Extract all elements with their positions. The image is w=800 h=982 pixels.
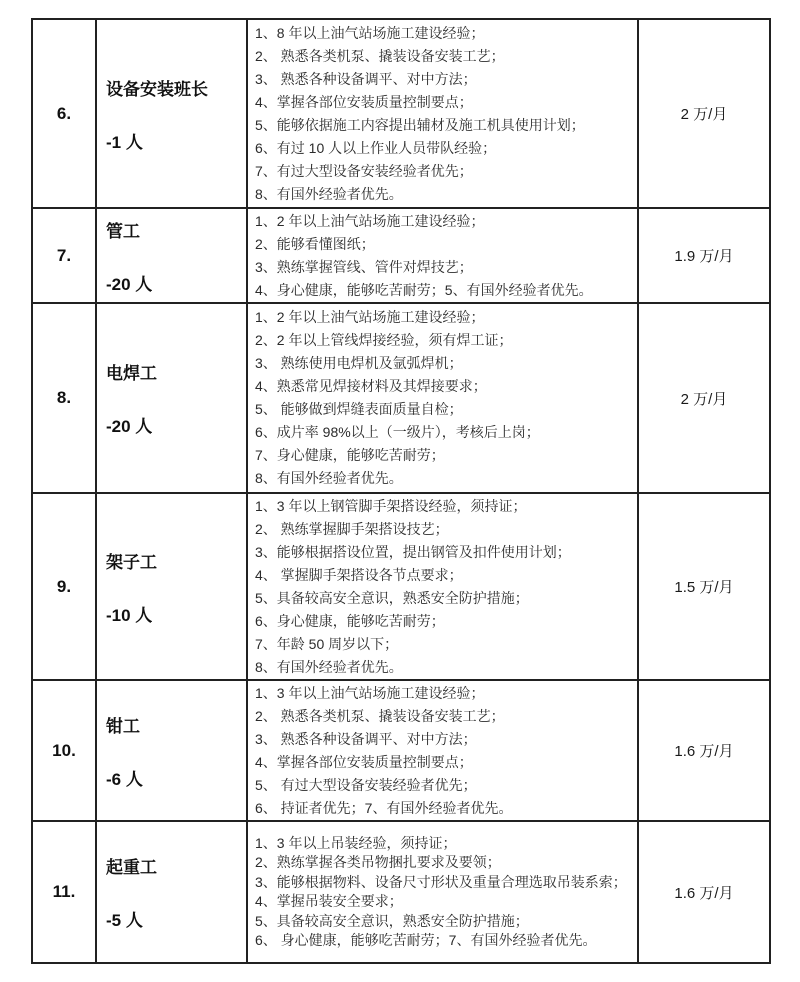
requirement-line: 4、掌握各部位安装质量控制要点； — [255, 753, 473, 770]
job-title: 电焊工 — [106, 364, 157, 383]
requirement-line: 3、 熟练使用电焊机及氩弧焊机； — [255, 355, 463, 371]
job-headcount: -20 人 — [106, 274, 153, 294]
row-number: 11. — [52, 882, 76, 901]
table-row — [32, 821, 770, 963]
requirements-cell — [247, 680, 638, 821]
requirement-line: 3、能够根据搭设位置，提出钢管及扣件使用计划； — [255, 543, 571, 560]
salary-cell — [638, 493, 770, 680]
table-row — [32, 303, 770, 493]
job-title: 架子工 — [106, 552, 157, 572]
job-title-cell — [96, 208, 247, 303]
salary-cell — [638, 19, 770, 208]
requirements-cell — [247, 493, 638, 680]
requirement-line: 2、熟练掌握各类吊物捆扎要求及要领； — [255, 854, 501, 870]
requirements-cell — [247, 208, 638, 303]
salary-value: 2 万/月 — [680, 106, 728, 123]
requirement-line: 3、 熟悉各种设备调平、对中方法； — [255, 730, 477, 747]
requirement-line: 1、3 年以上油气站场施工建设经验； — [255, 684, 485, 701]
salary-cell — [638, 208, 770, 303]
requirement-line: 1、8 年以上油气站场施工建设经验； — [255, 24, 485, 41]
salary-value: 2 万/月 — [680, 390, 728, 408]
salary-cell — [638, 821, 770, 963]
row-number-cell — [32, 821, 96, 963]
requirements-cell — [247, 303, 638, 493]
requirement-line: 5、 有过大型设备安装经验者优先； — [255, 776, 477, 793]
job-title-cell — [96, 680, 247, 821]
table-row — [32, 208, 770, 303]
recruitment-table — [31, 18, 771, 964]
row-number-cell — [32, 208, 96, 303]
requirement-line: 4、身心健康，能够吃苦耐劳；5、有国外经验者优先。 — [255, 281, 593, 298]
requirement-line: 7、年龄 50 周岁以下； — [255, 635, 399, 652]
row-number: 8. — [56, 388, 72, 407]
requirement-line: 7、有过大型设备安装经验者优先； — [255, 162, 473, 179]
requirements-cell — [247, 19, 638, 208]
salary-value: 1.6 万/月 — [674, 884, 734, 902]
requirement-line: 4、 掌握脚手架搭设各节点要求； — [255, 566, 463, 583]
job-title-cell — [96, 493, 247, 680]
requirement-line: 2、 熟练掌握脚手架搭设技艺； — [255, 520, 449, 537]
requirement-line: 6、身心健康，能够吃苦耐劳； — [255, 612, 445, 629]
requirement-line: 2、 熟悉各类机泵、撬装设备安装工艺； — [255, 47, 505, 64]
requirements-cell — [247, 821, 638, 963]
job-headcount: -5 人 — [106, 911, 143, 930]
requirement-line: 5、 能够做到焊缝表面质量自检； — [255, 401, 463, 417]
job-title: 设备安装班长 — [106, 79, 208, 99]
requirement-line: 6、成片率 98%以上（一级片），考核后上岗； — [255, 424, 540, 440]
salary-value: 1.9 万/月 — [674, 248, 734, 265]
row-number: 10. — [52, 740, 76, 760]
salary-cell — [638, 303, 770, 493]
requirement-line: 8、有国外经验者优先。 — [255, 185, 403, 202]
row-number-cell — [32, 19, 96, 208]
row-number-cell — [32, 680, 96, 821]
requirement-line: 2、能够看懂图纸； — [255, 235, 375, 252]
requirement-line: 3、 熟悉各种设备调平、对中方法； — [255, 70, 477, 87]
job-rows — [32, 19, 770, 963]
requirement-line: 1、2 年以上油气站场施工建设经验； — [255, 309, 485, 325]
requirement-line: 1、3 年以上钢管脚手架搭设经验，须持证； — [255, 497, 527, 514]
requirement-line: 3、熟练掌握管线、管件对焊技艺； — [255, 258, 473, 275]
job-headcount: -6 人 — [106, 769, 143, 789]
job-headcount: -10 人 — [106, 605, 153, 625]
row-number: 6. — [56, 103, 72, 123]
row-number: 7. — [56, 245, 72, 265]
job-title: 起重工 — [106, 858, 157, 877]
job-title-cell — [96, 821, 247, 963]
job-headcount: -20 人 — [106, 417, 153, 436]
requirement-line: 4、熟悉常见焊接材料及其焊接要求； — [255, 378, 487, 394]
table-row — [32, 19, 770, 208]
requirement-line: 5、具备较高安全意识，熟悉安全防护措施； — [255, 912, 529, 929]
table-row — [32, 680, 770, 821]
requirement-line: 2、 熟悉各类机泵、撬装设备安装工艺； — [255, 707, 505, 724]
requirement-line: 2、2 年以上管线焊接经验，须有焊工证； — [255, 332, 513, 348]
row-number-cell — [32, 303, 96, 493]
requirement-line: 4、掌握吊装安全要求； — [255, 893, 403, 909]
requirement-line: 6、 持证者优先；7、有国外经验者优先。 — [255, 799, 513, 816]
job-headcount: -1 人 — [106, 132, 143, 152]
job-title-cell — [96, 19, 247, 208]
requirement-line: 1、2 年以上油气站场施工建设经验； — [255, 212, 485, 229]
requirement-line: 7、身心健康，能够吃苦耐劳； — [255, 447, 445, 463]
requirement-line: 8、有国外经验者优先。 — [255, 470, 403, 486]
requirement-line: 8、有国外经验者优先。 — [255, 658, 403, 675]
requirement-line: 5、具备较高安全意识，熟悉安全防护措施； — [255, 589, 529, 606]
salary-cell — [638, 680, 770, 821]
requirement-line: 3、能够根据物料、设备尺寸形状及重量合理选取吊装系索； — [255, 873, 627, 890]
requirement-line: 6、有过 10 人以上作业人员带队经验； — [255, 139, 497, 156]
table-row — [32, 493, 770, 680]
job-title: 钳工 — [106, 716, 140, 736]
job-title: 管工 — [106, 221, 140, 241]
row-number-cell — [32, 493, 96, 680]
requirement-line: 6、 身心健康，能够吃苦耐劳；7、有国外经验者优先。 — [255, 932, 597, 948]
salary-value: 1.6 万/月 — [674, 743, 734, 760]
row-number: 9. — [56, 576, 72, 596]
requirement-line: 4、掌握各部位安装质量控制要点； — [255, 93, 473, 110]
job-title-cell — [96, 303, 247, 493]
requirement-line: 1、3 年以上吊装经验，须持证； — [255, 834, 457, 851]
requirement-line: 5、能够依据施工内容提出辅材及施工机具使用计划； — [255, 116, 585, 133]
salary-value: 1.5 万/月 — [674, 579, 734, 596]
